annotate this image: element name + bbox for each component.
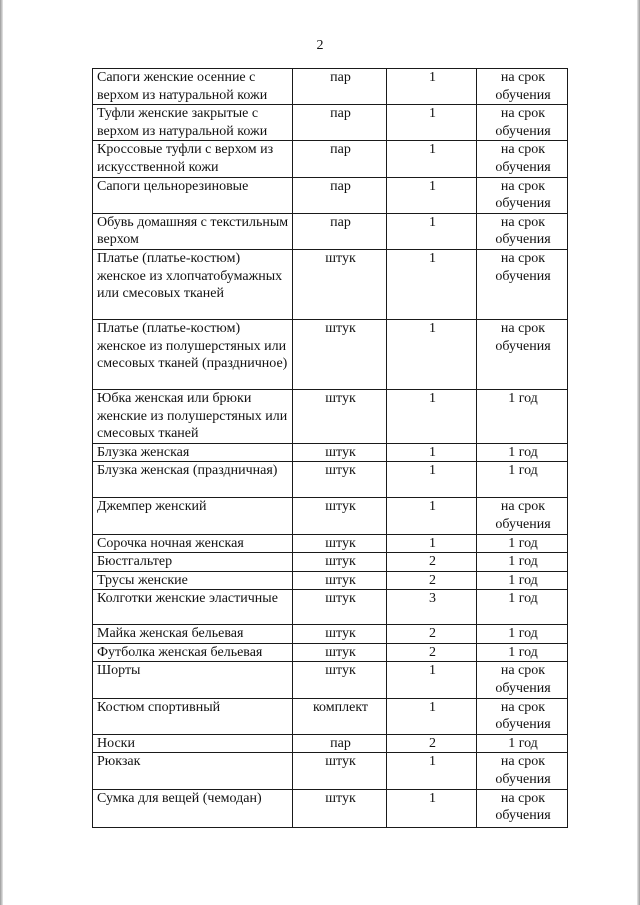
term-cell: 1 год xyxy=(477,571,568,590)
quantity-cell: 1 xyxy=(387,498,477,534)
table-row xyxy=(93,389,568,443)
table-row xyxy=(93,213,568,249)
term-cell: 1 год xyxy=(477,443,568,462)
item-name-cell: Платье (платье-костюм) женское из полушерстяных или смесовых тканей (праздничное) xyxy=(93,319,293,389)
table-row xyxy=(93,753,568,789)
item-name-cell: Рюкзак xyxy=(93,753,293,789)
table-row xyxy=(93,662,568,698)
term-cell: на срок обучения xyxy=(477,753,568,789)
unit-cell: штук xyxy=(293,625,387,644)
clothing-table xyxy=(92,68,568,828)
table-row xyxy=(93,69,568,105)
term-cell: на срок обучения xyxy=(477,69,568,105)
table-row xyxy=(93,625,568,644)
table-row xyxy=(93,177,568,213)
term-cell: 1 год xyxy=(477,534,568,553)
item-name-cell: Платье (платье-костюм) женское из хлопчатобумажных или смесовых тканей xyxy=(93,249,293,319)
term-cell: на срок обучения xyxy=(477,789,568,827)
quantity-cell: 1 xyxy=(387,698,477,734)
item-name-cell: Носки xyxy=(93,734,293,753)
quantity-cell: 2 xyxy=(387,625,477,644)
table-row xyxy=(93,534,568,553)
item-name-cell: Шорты xyxy=(93,662,293,698)
quantity-cell: 1 xyxy=(387,105,477,141)
quantity-cell: 1 xyxy=(387,534,477,553)
item-name-cell: Колготки женские эластичные xyxy=(93,590,293,625)
unit-cell: штук xyxy=(293,789,387,827)
term-cell: 1 год xyxy=(477,553,568,572)
quantity-cell: 2 xyxy=(387,734,477,753)
quantity-cell: 1 xyxy=(387,662,477,698)
table-row xyxy=(93,553,568,572)
table-row xyxy=(93,789,568,827)
table-row xyxy=(93,698,568,734)
item-name-cell: Сапоги цельнорезиновые xyxy=(93,177,293,213)
unit-cell: штук xyxy=(293,498,387,534)
unit-cell: штук xyxy=(293,590,387,625)
quantity-cell: 1 xyxy=(387,319,477,389)
unit-cell: пар xyxy=(293,141,387,177)
unit-cell: штук xyxy=(293,462,387,498)
table-row xyxy=(93,443,568,462)
table-row xyxy=(93,734,568,753)
item-name-cell: Сапоги женские осенние с верхом из натуральной кожи xyxy=(93,69,293,105)
unit-cell: комплект xyxy=(293,698,387,734)
item-name-cell: Костюм спортивный xyxy=(93,698,293,734)
quantity-cell: 1 xyxy=(387,462,477,498)
term-cell: на срок обучения xyxy=(477,213,568,249)
quantity-cell: 1 xyxy=(387,443,477,462)
quantity-cell: 1 xyxy=(387,69,477,105)
term-cell: на срок обучения xyxy=(477,105,568,141)
term-cell: на срок обучения xyxy=(477,319,568,389)
unit-cell: пар xyxy=(293,105,387,141)
term-cell: 1 год xyxy=(477,389,568,443)
quantity-cell: 2 xyxy=(387,643,477,662)
item-name-cell: Майка женская бельевая xyxy=(93,625,293,644)
quantity-cell: 3 xyxy=(387,590,477,625)
quantity-cell: 1 xyxy=(387,249,477,319)
item-name-cell: Блузка женская xyxy=(93,443,293,462)
item-name-cell: Футболка женская бельевая xyxy=(93,643,293,662)
quantity-cell: 2 xyxy=(387,571,477,590)
item-name-cell: Бюстгальтер xyxy=(93,553,293,572)
unit-cell: пар xyxy=(293,734,387,753)
unit-cell: штук xyxy=(293,571,387,590)
quantity-cell: 1 xyxy=(387,789,477,827)
term-cell: 1 год xyxy=(477,462,568,498)
unit-cell: штук xyxy=(293,553,387,572)
term-cell: 1 год xyxy=(477,643,568,662)
unit-cell: штук xyxy=(293,534,387,553)
table-row xyxy=(93,141,568,177)
quantity-cell: 1 xyxy=(387,389,477,443)
table-row xyxy=(93,319,568,389)
item-name-cell: Трусы женские xyxy=(93,571,293,590)
quantity-cell: 1 xyxy=(387,141,477,177)
term-cell: на срок обучения xyxy=(477,141,568,177)
item-name-cell: Обувь домашняя с текстильным верхом xyxy=(93,213,293,249)
item-name-cell: Джемпер женский xyxy=(93,498,293,534)
term-cell: на срок обучения xyxy=(477,698,568,734)
scan-edge-left xyxy=(0,0,3,905)
term-cell: 1 год xyxy=(477,590,568,625)
unit-cell: штук xyxy=(293,643,387,662)
unit-cell: штук xyxy=(293,443,387,462)
term-cell: 1 год xyxy=(477,734,568,753)
unit-cell: пар xyxy=(293,213,387,249)
item-name-cell: Туфли женские закрытые с верхом из натуральной кожи xyxy=(93,105,293,141)
quantity-cell: 1 xyxy=(387,177,477,213)
table-row xyxy=(93,498,568,534)
unit-cell: штук xyxy=(293,389,387,443)
quantity-cell: 1 xyxy=(387,753,477,789)
item-name-cell: Сорочка ночная женская xyxy=(93,534,293,553)
unit-cell: пар xyxy=(293,177,387,213)
unit-cell: штук xyxy=(293,249,387,319)
table-row xyxy=(93,590,568,625)
table-row xyxy=(93,462,568,498)
term-cell: на срок обучения xyxy=(477,177,568,213)
table-row xyxy=(93,571,568,590)
item-name-cell: Блузка женская (праздничная) xyxy=(93,462,293,498)
unit-cell: пар xyxy=(293,69,387,105)
term-cell: на срок обучения xyxy=(477,498,568,534)
item-name-cell: Сумка для вещей (чемодан) xyxy=(93,789,293,827)
quantity-cell: 2 xyxy=(387,553,477,572)
unit-cell: штук xyxy=(293,319,387,389)
table-body xyxy=(93,69,568,828)
unit-cell: штук xyxy=(293,662,387,698)
unit-cell: штук xyxy=(293,753,387,789)
table-row xyxy=(93,643,568,662)
page-number: 2 xyxy=(316,38,324,53)
table-row xyxy=(93,105,568,141)
item-name-cell: Кроссовые туфли с верхом из искусственной кожи xyxy=(93,141,293,177)
table-row xyxy=(93,249,568,319)
term-cell: на срок обучения xyxy=(477,249,568,319)
term-cell: на срок обучения xyxy=(477,662,568,698)
term-cell: 1 год xyxy=(477,625,568,644)
item-name-cell: Юбка женская или брюки женские из полушерстяных или смесовых тканей xyxy=(93,389,293,443)
quantity-cell: 1 xyxy=(387,213,477,249)
